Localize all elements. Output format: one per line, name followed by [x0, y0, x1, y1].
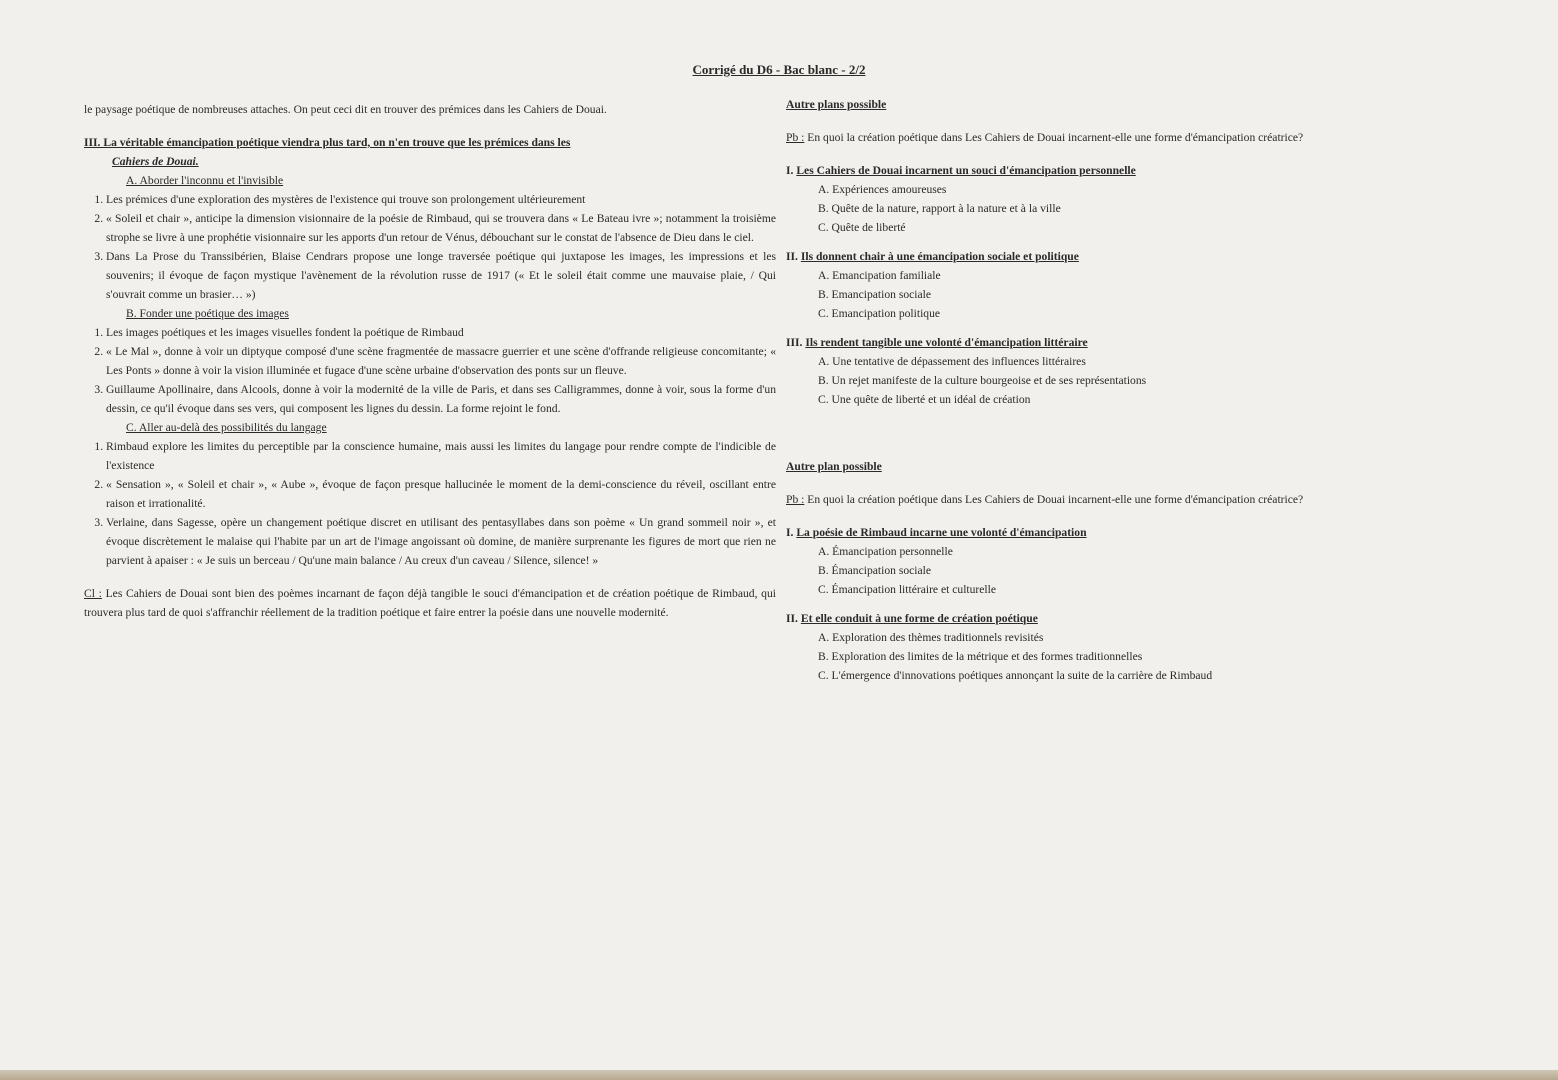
- list-item: A. Émancipation personnelle: [818, 545, 953, 558]
- plan-2-section-2: [786, 609, 1486, 628]
- problem-label: Pb :: [786, 131, 805, 144]
- list-item: 3. Dans La Prose du Transsibérien, Blaise Cendrars propose une longe traversée poétique qui juxtapose les images, les impressions et les souvenirs; il évoque de façon mystique l'avènement de la révolution russe de 1917 (« Et le soleil était comme une mauvaise plaie, / Qui s'ouvrait comme un brasier… »): [106, 247, 776, 304]
- list-item: 2. « Soleil et chair », anticipe la dimension visionnaire de la poésie de Rimbaud, qui se trouvera dans « Le Bateau ivre »; notamment la troisième strophe se livre à une prophétie visionnaire sur les apports d'un retour de Vénus, débouchant sur le constat de l'absence de Dieu dans le ciel.: [106, 209, 776, 247]
- list-item: 1. Les prémices d'une exploration des mystères de l'existence qui trouve son prolongement ultérieurement: [106, 190, 776, 209]
- section-3-title-cont: Cahiers de Douai.: [112, 155, 199, 168]
- part-b-heading: B. Fonder une poétique des images: [126, 307, 289, 320]
- conclusion-label: Cl :: [84, 587, 102, 600]
- plan-2-section-1: [786, 523, 1486, 542]
- plan-1-section-3: [786, 333, 1486, 352]
- list-item: 3. Guillaume Apollinaire, dans Alcools, donne à voir la modernité de la ville de Paris, et dans ses Calligrammes, donne à voir, sous la forme d'un dessin, ce qu'il évoque dans ses vers, qui composent les lignes du dessin. La forme rejoint le fond.: [106, 380, 776, 418]
- section-number: I.: [786, 526, 794, 539]
- table-surface: [0, 1070, 1558, 1080]
- part-c-list: [84, 437, 776, 570]
- list-item: C. Une quête de liberté et un idéal de création: [818, 393, 1031, 406]
- list-item: C. Quête de liberté: [818, 221, 906, 234]
- list-item: B. Exploration des limites de la métrique et des formes traditionnelles: [818, 650, 1143, 663]
- list-item: A. Une tentative de dépassement des influences littéraires: [818, 355, 1086, 368]
- section-title: Ils rendent tangible une volonté d'émancipation littéraire: [805, 336, 1088, 349]
- section-number: II.: [786, 250, 798, 263]
- right-column: [786, 95, 1486, 685]
- section-number: III.: [786, 336, 803, 349]
- page-title: Corrigé du D6 - Bac blanc - 2/2: [692, 62, 866, 77]
- part-a-heading: A. Aborder l'inconnu et l'invisible: [126, 174, 284, 187]
- intro-paragraph: le paysage poétique de nombreuses attaches. On peut ceci dit en trouver des prémices dans les Cahiers de Douai.: [84, 103, 607, 116]
- plan-2-problem: [786, 490, 1486, 509]
- section-number: II.: [786, 612, 798, 625]
- list-item: B. Quête de la nature, rapport à la nature et à la ville: [818, 202, 1061, 215]
- part-b-list: [84, 323, 776, 418]
- list-item: 3. Verlaine, dans Sagesse, opère un changement poétique discret en utilisant des pentasyllabes dans son poème « Un grand sommeil noir », et évoque discrètement le malaise qui l'habite par un art de l'image angoissant où domine, de manière surprenante les figures de mort que rien ne parvient à apaiser : « Je suis un berceau / Qu'une main balance / Au creux d'un caveau / Silence, silence! »: [106, 513, 776, 570]
- list-item: B. Emancipation sociale: [818, 288, 932, 301]
- problem-label: Pb :: [786, 493, 805, 506]
- plan-1-problem: [786, 128, 1486, 147]
- list-item: B. Émancipation sociale: [818, 564, 932, 577]
- section-3-title: III. La véritable émancipation poétique viendra plus tard, on n'en trouve que les prémices dans les: [84, 136, 571, 149]
- list-item: 2. « Sensation », « Soleil et chair », « Aube », évoque de façon presque hallucinée le moment de la demi-conscience du réveil, oscillant entre raison et irrationalité.: [106, 475, 776, 513]
- list-item: B. Un rejet manifeste de la culture bourgeoise et de ses représentations: [818, 374, 1147, 387]
- plan-1-section-2: [786, 247, 1486, 266]
- list-item: A. Emancipation familiale: [818, 269, 941, 282]
- part-c-heading: C. Aller au-delà des possibilités du langage: [126, 421, 327, 434]
- plan-2-title: Autre plan possible: [786, 460, 882, 473]
- list-item: 1. Rimbaud explore les limites du perceptible par la conscience humaine, mais aussi les limites du langage pour rendre compte de l'indicible de l'existence: [106, 437, 776, 475]
- problem-text: En quoi la création poétique dans Les Cahiers de Douai incarnent-elle une forme d'émancipation créatrice?: [807, 493, 1304, 506]
- list-item: A. Exploration des thèmes traditionnels revisités: [818, 631, 1044, 644]
- plan-1-title: Autre plans possible: [786, 98, 887, 111]
- section-number: I.: [786, 164, 794, 177]
- list-item: C. L'émergence d'innovations poétiques annonçant la suite de la carrière de Rimbaud: [818, 669, 1213, 682]
- conclusion: [84, 584, 776, 622]
- section-title: Les Cahiers de Douai incarnent un souci d'émancipation personnelle: [796, 164, 1136, 177]
- list-item: 2. « Le Mal », donne à voir un diptyque composé d'une scène fragmentée de massacre guerrier et une scène d'offrande religieuse concomitante; « Les Ponts » donne à voir la vision illuminée et fugace d'une scène urbaine d'observation des ponts sur un fleuve.: [106, 342, 776, 380]
- part-a-list: [84, 190, 776, 304]
- list-item: C. Emancipation politique: [818, 307, 941, 320]
- section-title: Ils donnent chair à une émancipation sociale et politique: [800, 250, 1079, 263]
- conclusion-text: Les Cahiers de Douai sont bien des poèmes incarnant de façon déjà tangible le souci d'émancipation et de création poétique de Rimbaud, qui trouvera plus tard de quoi s'affranchir réellement de la tradition poétique et faire entrer la poésie dans une nouvelle modernité.: [84, 587, 776, 619]
- plan-1-section-1: [786, 161, 1486, 180]
- list-item: A. Expériences amoureuses: [818, 183, 947, 196]
- section-title: La poésie de Rimbaud incarne une volonté d'émancipation: [796, 526, 1087, 539]
- problem-text: En quoi la création poétique dans Les Cahiers de Douai incarnent-elle une forme d'émancipation créatrice?: [807, 131, 1304, 144]
- list-item: 1. Les images poétiques et les images visuelles fondent la poétique de Rimbaud: [106, 323, 776, 342]
- list-item: C. Émancipation littéraire et culturelle: [818, 583, 997, 596]
- section-title: Et elle conduit à une forme de création poétique: [800, 612, 1038, 625]
- left-column: [84, 100, 776, 622]
